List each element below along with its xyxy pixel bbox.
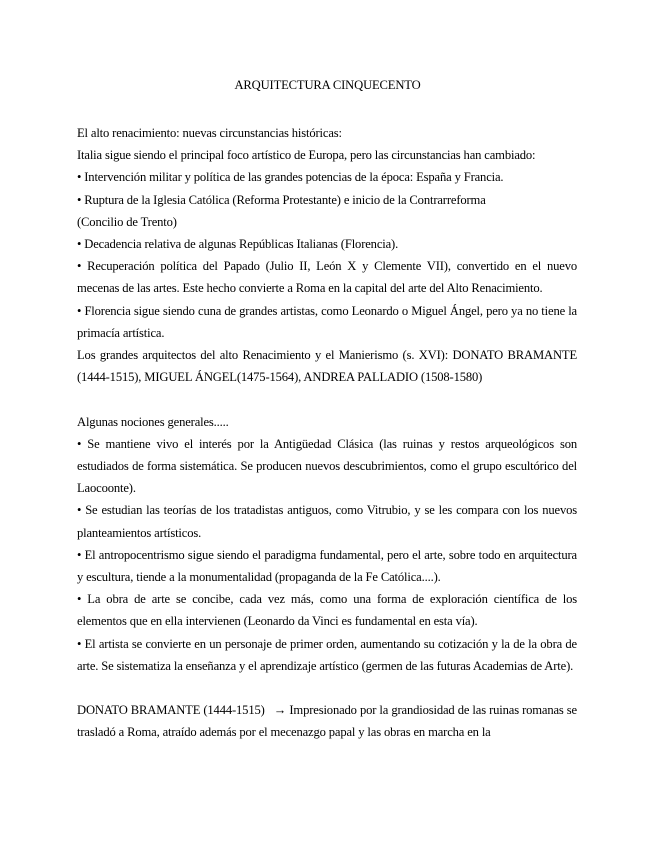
bullet-item: • Se mantiene vivo el interés por la Antigüedad Clásica (las ruinas y restos arqueológicos son estudiados de forma sistemática. Se producen nuevos descubrimientos, como el grupo escultórico del Laocoonte). — [77, 436, 577, 496]
bullet-item: • Recuperación política del Papado (Julio II, León X y Clemente VII), convertido en el nuevo mecenas de las artes. Este hecho convierte a Roma en la capital del arte del Alto Renacimiento. — [77, 259, 577, 296]
architect-name: DONATO BRAMANTE (1444-1515) — [77, 703, 265, 718]
bullet-item: • Ruptura de la Iglesia Católica (Reforma Protestante) e inicio de la Contrarreforma — [77, 192, 486, 207]
right-arrow-icon: → — [273, 703, 287, 718]
spacer — [77, 677, 577, 699]
bullet-item: • El artista se convierte en un personaje de primer orden, aumentando su cotización y la de la obra de arte. Se sistematiza la enseñanza y el aprendizaje artístico (germen de las futuras Academias de Arte). — [77, 636, 577, 673]
section-heading-notions: Algunas nociones generales..... — [77, 414, 229, 429]
paragraph-bramante-text: Impresionado por la grandiosidad de las ruinas romanas se trasladó a Roma, atraído además por el mecenazgo papal y las obras en marcha en la — [77, 703, 577, 740]
spacer — [77, 388, 577, 410]
bullet-item: • Se estudian las teorías de los tratadistas antiguos, como Vitrubio, y se les compara con los nuevos planteamientos artísticos. — [77, 503, 577, 540]
bullet-item: • Florencia sigue siendo cuna de grandes artistas, como Leonardo o Miguel Ángel, pero ya no tiene la primacía artística. — [77, 303, 577, 340]
bullet-item: • El antropocentrismo sigue siendo el paradigma fundamental, pero el arte, sobre todo en arquitectura y escultura, tiende a la monumentalidad (propaganda de la Fe Católica....). — [77, 547, 577, 585]
bullet-item: • Decadencia relativa de algunas Repúblicas Italianas (Florencia). — [77, 237, 399, 252]
bullet-item-continuation: (Concilio de Trento) — [77, 214, 177, 229]
paragraph-bramante — [77, 699, 577, 743]
bullet-item: • La obra de arte se concibe, cada vez más, como una forma de exploración científica de los elementos que en ella intervienen (Leonardo da Vinci es fundamental en esta vía). — [77, 592, 577, 629]
section-heading-historical: El alto renacimiento: nuevas circunstancias históricas: — [77, 126, 342, 140]
paragraph-architects: Los grandes arquitectos del alto Renacimiento y el Manierismo (s. XVI): DONATO BRAMANTE (1444-1515), MIGUEL ÁNGEL(1475-1564), ANDREA PALLADIO (1508-1580) — [77, 348, 577, 385]
bullet-item: • Intervención militar y política de las grandes potencias de la época: España y Francia. — [77, 170, 504, 185]
document-body — [77, 122, 577, 744]
paragraph-intro: Italia sigue siendo el principal foco artístico de Europa, pero las circunstancias han cambiado: — [77, 148, 536, 163]
page-title: ARQUITECTURA CINQUECENTO — [234, 78, 421, 92]
